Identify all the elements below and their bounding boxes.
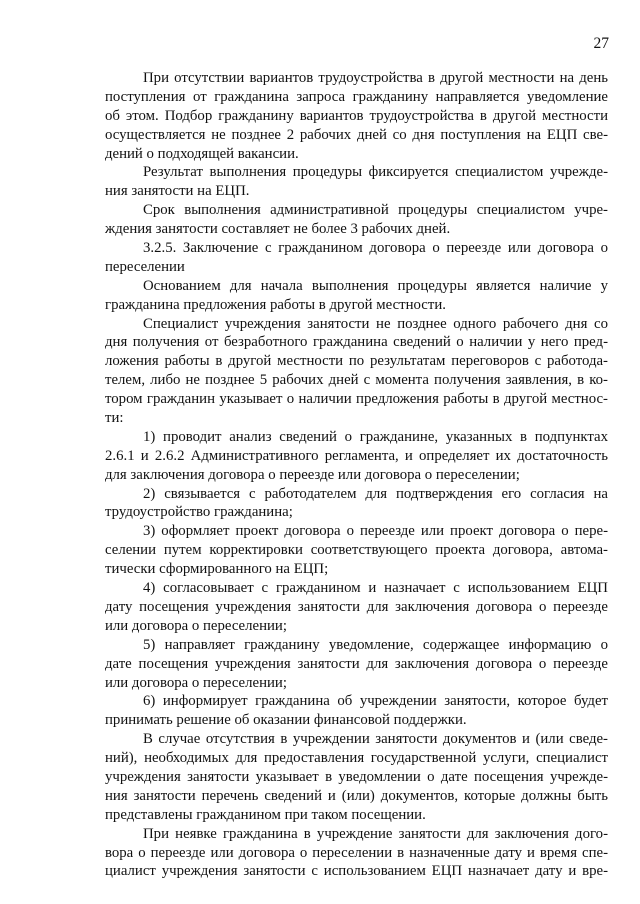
paragraph bbox=[105, 201, 608, 239]
text-line: ждения занятости составляет не более 3 рабочих дней. bbox=[105, 221, 451, 238]
text-line: Результат выполнения процедуры фиксируется специалистом учрежде- bbox=[143, 164, 608, 181]
text-line: учреждения занятости указывает в уведомлении о дате посещения учрежде- bbox=[105, 768, 608, 785]
text-line: дений о подходящей вакансии. bbox=[105, 145, 299, 162]
paragraph bbox=[105, 636, 608, 693]
text-line: 5) направляет гражданину уведомление, содержащее информацию о bbox=[143, 636, 608, 653]
text-line: 2.6.1 и 2.6.2 Административного регламента, и определяет их достаточность bbox=[105, 447, 608, 464]
document-body bbox=[105, 69, 608, 881]
text-line: ти: bbox=[105, 410, 124, 427]
text-line: или договора о переселении; bbox=[105, 617, 287, 634]
text-line: Основанием для начала выполнения процедуры является наличие у bbox=[143, 277, 608, 294]
text-line: телем, либо не позднее 5 рабочих дней с момента получения заявления, в ко- bbox=[105, 372, 608, 389]
paragraph bbox=[105, 69, 608, 163]
text-line: тором гражданин указывает о наличии предложения работы в другой местнос- bbox=[105, 391, 608, 408]
text-line: селении путем корректировки соответствующего проекта договора, автома- bbox=[105, 542, 608, 559]
text-line: поступления от гражданина запроса гражданину направляется уведомление bbox=[105, 88, 608, 105]
text-line: 4) согласовывает с гражданином и назначает с использованием ЕЦП bbox=[143, 580, 608, 597]
text-line: 6) информирует гражданина об учреждении занятости, которое будет bbox=[143, 693, 608, 710]
text-line: ния занятости перечень сведений и (или) документов, которые должны быть bbox=[105, 787, 608, 804]
paragraph bbox=[105, 692, 608, 730]
text-line: об этом. Подбор гражданину вариантов трудоустройства в другой местности bbox=[105, 107, 608, 124]
paragraph bbox=[105, 825, 608, 882]
paragraph bbox=[105, 730, 608, 824]
text-line: вора о переезде или договора о переселении в назначенные дату и время спе- bbox=[105, 844, 608, 861]
text-line: ний), необходимых для предоставления государственной услуги, специалист bbox=[105, 750, 608, 767]
text-line: дате посещения учреждения занятости для заключения договора о переезде bbox=[105, 655, 608, 672]
text-line: гражданина предложения работы в другой местности. bbox=[105, 296, 446, 313]
text-line: Специалист учреждения занятости не позднее одного рабочего дня со bbox=[143, 315, 608, 332]
text-line: трудоустройство гражданина; bbox=[105, 504, 293, 521]
text-line: дня получения от безработного гражданина сведений о наличии у него пред- bbox=[105, 334, 608, 351]
text-line: 2) связывается с работодателем для подтверждения его согласия на bbox=[143, 485, 608, 502]
paragraph bbox=[105, 428, 608, 485]
page-number: 27 bbox=[593, 35, 609, 52]
text-line: для заключения договора о переезде или договора о переселении; bbox=[105, 466, 520, 483]
text-line: 3) оформляет проект договора о переезде или проект договора о пере- bbox=[143, 523, 608, 540]
paragraph bbox=[105, 485, 608, 523]
paragraph bbox=[105, 277, 608, 315]
text-line: ния занятости на ЕЦП. bbox=[105, 183, 250, 200]
text-line: ложения работы в другой местности по результатам переговоров с работода- bbox=[105, 353, 608, 370]
text-line: или договора о переселении; bbox=[105, 674, 287, 691]
text-line: 1) проводит анализ сведений о гражданине, указанных в подпунктах bbox=[143, 428, 608, 445]
text-line: дату посещения учреждения занятости для заключения договора о переезде bbox=[105, 598, 608, 615]
paragraph bbox=[105, 163, 608, 201]
paragraph bbox=[105, 239, 608, 277]
text-line: 3.2.5. Заключение с гражданином договора о переезде или договора о bbox=[143, 240, 608, 257]
text-line: При неявке гражданина в учреждение занятости для заключения дого- bbox=[143, 825, 608, 842]
paragraph bbox=[105, 579, 608, 636]
text-line: переселении bbox=[105, 258, 185, 275]
paragraph bbox=[105, 315, 608, 428]
text-line: В случае отсутствия в учреждении занятости документов и (или сведе- bbox=[143, 731, 608, 748]
text-line: Срок выполнения административной процедуры специалистом учре- bbox=[143, 202, 608, 219]
text-line: циалист учреждения занятости с использованием ЕЦП назначает дату и вре- bbox=[105, 863, 608, 880]
paragraph bbox=[105, 522, 608, 579]
text-line: При отсутствии вариантов трудоустройства в другой местности на день bbox=[143, 70, 608, 86]
text-line: представлены гражданином при таком посещении. bbox=[105, 806, 426, 823]
text-line: осуществляется не позднее 2 рабочих дней со дня поступления на ЕЦП све- bbox=[105, 126, 608, 143]
text-line: тически сформированного на ЕЦП; bbox=[105, 561, 329, 578]
text-line: принимать решение об оказании финансовой поддержки. bbox=[105, 712, 467, 729]
